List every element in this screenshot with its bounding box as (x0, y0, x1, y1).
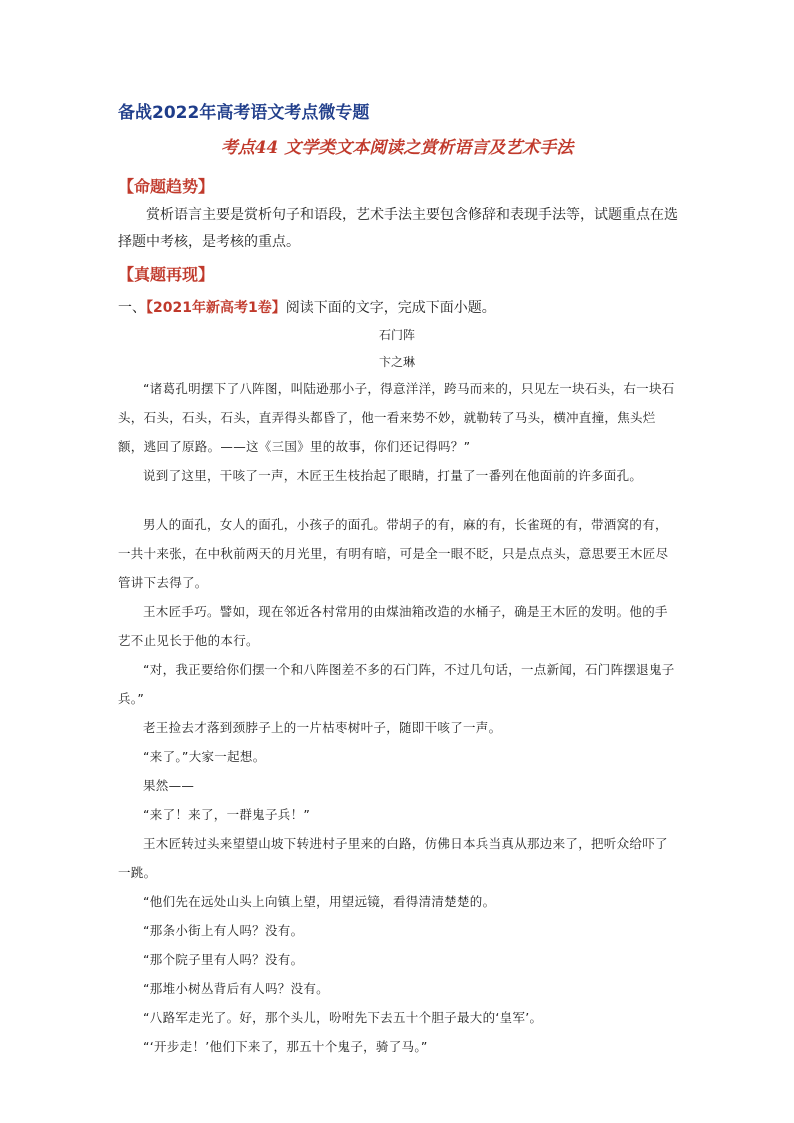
story-paragraph: “诸葛孔明摆下了八阵图，叫陆逊那小子，得意洋洋，跨马而来的，只见左一块石头，右一块石头，石头，石头，石头，直弄得头都昏了，他一看来势不妙，就勒转了马头，横冲直撞，焦头烂额，逃回了原路。——这《三国》里的故事，你们还记得吗？” (118, 381, 675, 454)
story-paragraph: “他们先在远处山头上向镇上望，用望远镜，看得清清楚楚的。 (143, 894, 496, 909)
question-header (118, 297, 496, 317)
story-paragraph: 王木匠手巧。譬如，现在邻近各村常用的由煤油箱改造的水桶子，确是王木匠的发明。他的手艺不止见长于他的本行。 (118, 604, 668, 648)
story-paragraph: “那条小街上有人吗？没有。 (143, 923, 304, 938)
story-body-2 (118, 510, 678, 1061)
review-heading: 【真题再现】 (118, 265, 215, 284)
question-prefix: 一、 (118, 300, 146, 316)
story-paragraph: 男人的面孔，女人的面孔，小孩子的面孔。带胡子的有，麻的有，长雀斑的有，带酒窝的有，一共十来张，在中秋前两天的月光里，有明有暗，可是全一眼不眨，只是点点头，意思要王木匠尽管讲下去得了。 (118, 517, 669, 590)
story-paragraph: 王木匠转过头来望望山坡下转进村子里来的白路，仿佛日本兵当真从那边来了，把听众给吓了一跳。 (118, 836, 668, 880)
story-paragraph: “‘开步走！’他们下来了，那五十个鬼子，骑了马。” (143, 1039, 428, 1054)
story-paragraph: “来了。”大家一起想。 (143, 749, 266, 764)
question-source: 【2021年新高考1卷】 (146, 300, 286, 316)
story-paragraph: 果然—— (143, 778, 195, 793)
story-paragraph: “来了！来了，一群鬼子兵！” (143, 807, 311, 822)
topic-title: 考点44 文学类文本阅读之赏析语言及艺术手法 (220, 138, 574, 158)
story-paragraph: “八路军走光了。好，那个头儿，吩咐先下去五十个胆子最大的‘皇军’。 (143, 1010, 543, 1025)
story-paragraph: 老王捡去才落到颈脖子上的一片枯枣树叶子，随即干咳了一声。 (143, 720, 502, 735)
story-author: 卞之琳 (378, 355, 415, 369)
series-title: 备战2022年高考语文考点微专题 (118, 103, 370, 123)
story-title: 石门阵 (378, 328, 415, 342)
question-instruction: 阅读下面的文字，完成下面小题。 (285, 300, 496, 316)
story-paragraph: 说到了这里，干咳了一声，木匠王生枝抬起了眼睛，打量了一番列在他面前的许多面孔。 (143, 468, 643, 483)
story-body-1 (118, 374, 678, 490)
trend-text: 赏析语言主要是赏析句子和语段，艺术手法主要包含修辞和表现手法等，试题重点在选择题中考核，是考核的重点。 (118, 207, 678, 250)
story-paragraph: “那堆小树丛背后有人吗？没有。 (143, 981, 329, 996)
story-paragraph: “那个院子里有人吗？没有。 (143, 952, 304, 967)
story-paragraph: “对，我正要给你们摆一个和八阵图差不多的石门阵，不过几句话，一点新闻，石门阵摆退鬼子兵。” (118, 662, 675, 706)
trend-heading: 【命题趋势】 (118, 177, 215, 196)
